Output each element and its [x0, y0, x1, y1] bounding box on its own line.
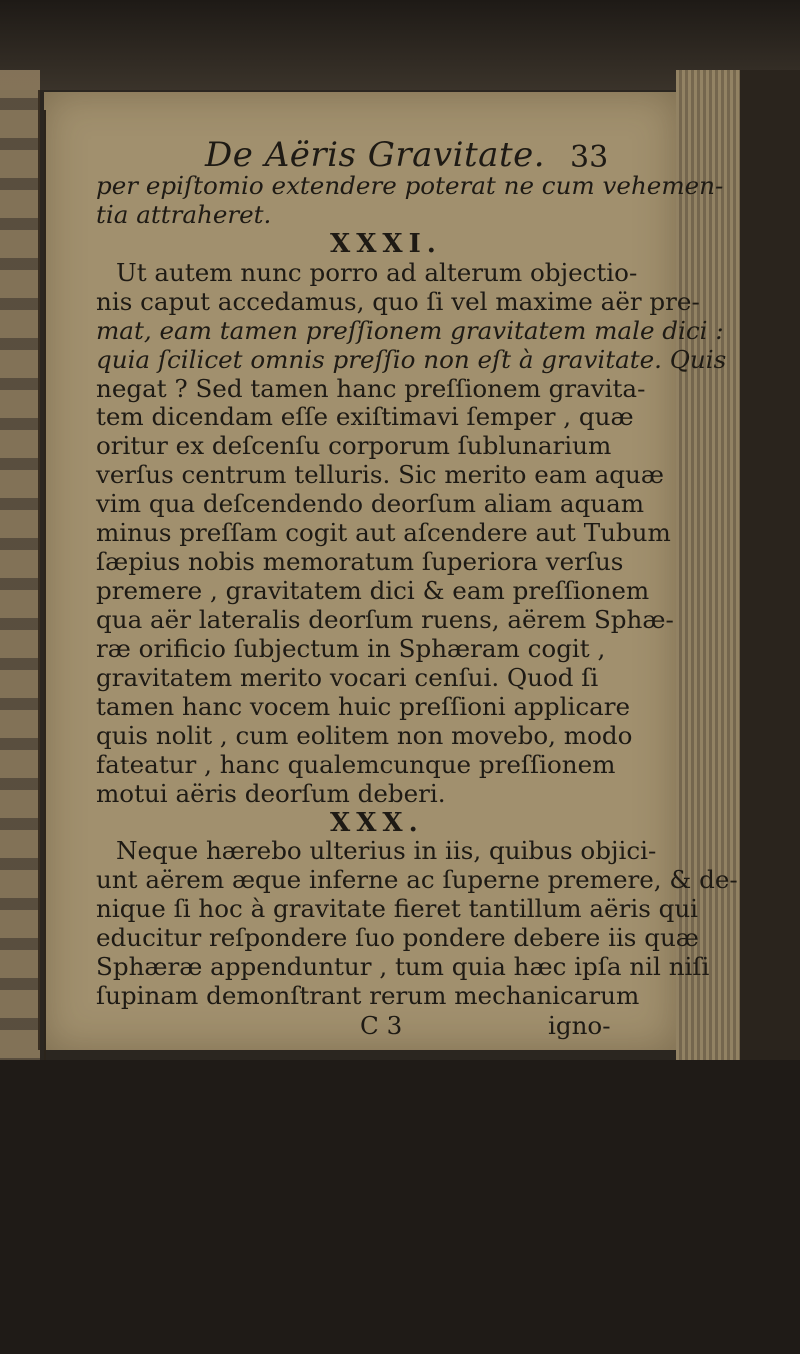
text-line: nique ſi hoc à gravitate fieret tantillum aëris qui: [96, 894, 699, 924]
text-line: minus preſſam cogit aut aſcendere aut Tubum: [96, 518, 671, 548]
text-line: fateatur , hanc qualemcunque preſſionem: [96, 749, 616, 779]
text-line: ſæpius nobis memoratum ſuperiora verſus: [96, 547, 624, 577]
text-line: mat, eam tamen preſſionem gravitatem male dici :: [96, 315, 724, 345]
text-line: verſus centrum telluris. Sic merito eam aquæ: [96, 460, 664, 490]
page-number: 33: [570, 140, 609, 175]
text-line: nis caput accedamus, quo ſi vel maxime aër pre-: [96, 286, 700, 316]
section-heading: XXX.: [330, 807, 424, 838]
text-line: oritur ex deſcenſu corporum ſublunarium: [96, 431, 612, 461]
text-line: gravitatem merito vocari cenſui. Quod ſi: [96, 662, 599, 692]
text-line: unt aërem æque inferne ac ſuperne premere, & de-: [96, 865, 738, 895]
text-line: educitur reſpondere ſuo pondere debere iis quæ: [96, 923, 699, 953]
text-line: negat ? Sed tamen hanc preſſionem gravita-: [96, 373, 646, 403]
text-line: quia ſcilicet omnis preſſio non eſt à gravitate. Quis: [96, 344, 727, 374]
text-line: Sphæræ appenduntur , tum quia hæc ipſa nil niſi: [96, 952, 710, 982]
text-line: tia attraheret.: [96, 199, 272, 229]
text-line: Neque hærebo ulterius in iis, quibus objici-: [116, 836, 657, 866]
text-line: Ut autem nunc porro ad alterum objectio-: [116, 257, 638, 287]
text-line: motui aëris deorſum deberi.: [96, 778, 446, 808]
text-line: per epiſtomio extendere poterat ne cum vehemen-: [96, 171, 724, 200]
section-heading: XXXI.: [330, 228, 442, 259]
text-line: tem dicendam eſſe exiſtimavi ſemper , quæ: [96, 402, 634, 432]
text-line: ſupinam demonſtrant rerum mechanicarum: [96, 981, 640, 1011]
text-line: tamen hanc vocem huic preſſioni applicare: [96, 691, 631, 721]
running-title: De Aëris Gravitate.: [205, 135, 546, 175]
text-line: vim qua deſcendendo deorſum aliam aquam: [96, 489, 645, 519]
text-line: quis nolit , cum eolitem non movebo, modo: [96, 720, 633, 750]
signature-mark: C 3: [360, 1011, 403, 1041]
text-line: premere , gravitatem dici & eam preſſionem: [96, 576, 650, 606]
text-line: ræ orificio ſubjectum in Sphæram cogit ,: [96, 633, 606, 663]
text-line: qua aër lateralis deorſum ruens, aërem Sphæ-: [96, 605, 674, 634]
catchword: igno-: [548, 1011, 611, 1041]
